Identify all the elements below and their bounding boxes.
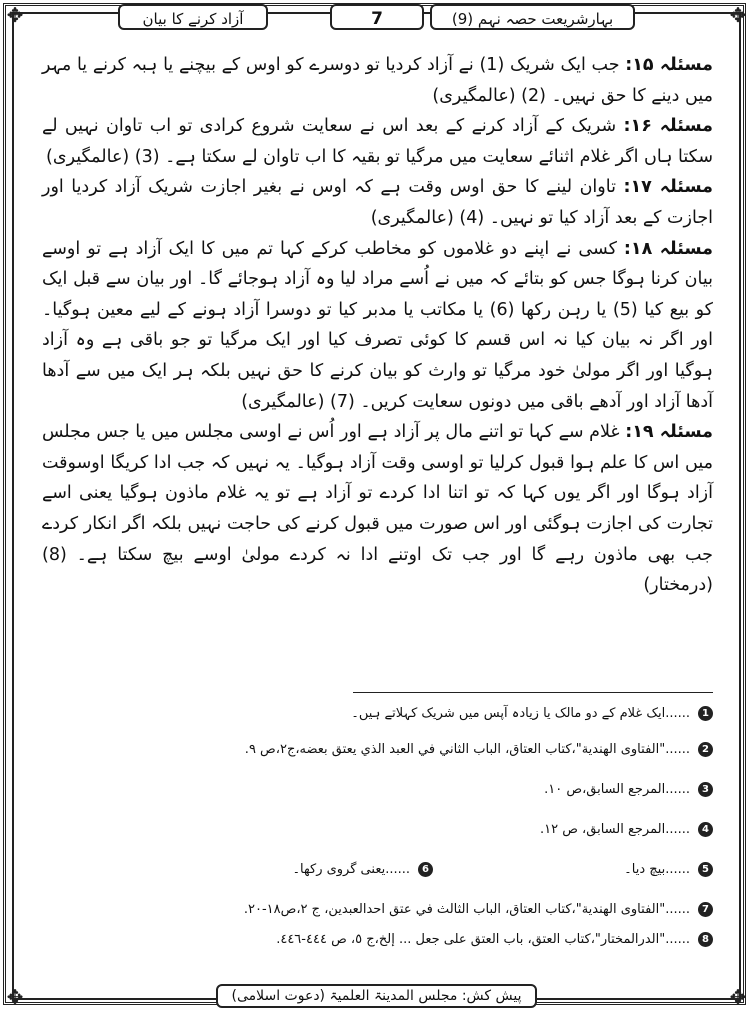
footnote: 3 ......المرجع السابق،ص ١٠.: [544, 782, 713, 797]
footnote: 5 ......بیچ دیا۔: [624, 862, 713, 877]
masala-19: مسئلہ ۱۹: غلام سے کہا تو اتنے مال پر آزاد ہے اور اُس نے اوسی مجلس میں یا جس مجلس میں اس کا علم ہوا قبول کرلیا تو اوسی وقت آزاد ہوگیا۔ یہ نہیں کہ جب ادا کریگا اوسوقت آزاد ہوگا اور اگر یوں کہا کہ تو اتنا ادا کردے تو آزاد ہے تو یہ غلام ماذون ہوگیا یعنی اسے تجارت کی اجازت ہوگئی اور اس صورت میں قبول کرنے کی حاجت نہیں بلکہ اگر انکار کردے جب بھی ماذون رہے گا اور جب تک اوتنے ادا نہ کردے مولیٰ اوسے بیچ سکتا ہے۔ (8) (درمختار): [42, 422, 713, 596]
masala-16: مسئلہ ۱۶: شریک کے آزاد کرنے کے بعد اس نے سعایت شروع کرادی تو اب تاوان نہیں لے سکتا ہاں اگر غلام اثنائے سعایت میں مرگیا تو بقیہ کا اب تاوان لے سکتا ہے۔ (3) (عالمگیری): [42, 116, 713, 167]
masala-17: مسئلہ ۱۷: تاوان لینے کا حق اوس وقت ہے کہ اوس نے بغیر اجازت شریک آزاد کردیا اور اجازت کے بعد آزاد کیا تو نہیں۔ (4) (عالمگیری): [42, 177, 713, 228]
corner-ornament-icon: ✥: [6, 3, 24, 27]
page-header: [118, 2, 635, 32]
corner-ornament-icon: ✥: [6, 985, 24, 1009]
masala-15: مسئلہ ۱۵: جب ایک شریک (1) نے آزاد کردیا تو دوسرے کو اوس کے بیچنے یا ہبہ کرنے یا مہر میں دینے کا حق نہیں۔ (2) (عالمگیری): [42, 55, 713, 106]
footnote: 1 ......ایک غلام کے دو مالک یا زیادہ آپس میں شریک کہلاتے ہیں۔: [351, 706, 713, 721]
book-title: بہارِشریعت حصہ نہم (9): [430, 4, 635, 30]
corner-ornament-icon: ✥: [729, 3, 747, 27]
footnote: 4 ......المرجع السابق، ص ١٢.: [540, 822, 713, 837]
footnote: 6 ......یعنی گروی رکھا۔: [292, 862, 433, 877]
footnote: 8 ......"الدرالمختار"،كتاب العتق، باب العتق على جعل ... إلخ،ج ٥، ص ٤٤٤-٤٤٦.: [276, 932, 713, 947]
corner-ornament-icon: ✥: [729, 985, 747, 1009]
page-number: 7: [330, 4, 424, 30]
footnote-separator: [353, 692, 713, 693]
page-footer: [0, 984, 753, 1008]
chapter-title: آزاد کرنے کا بیان: [118, 4, 268, 30]
masala-18: مسئلہ ۱۸: کسی نے اپنے دو غلاموں کو مخاطب کرکے کہا تم میں کا ایک آزاد ہے تو اوسے بیان کرنا ہوگا جس کو بتائے کہ میں نے اُسے مراد لیا وہ آزاد ہوجائے گا۔ اور بیان سے قبل ایک کو بیع کیا (5) یا رہن رکھا (6) یا مکاتب یا مدبر کیا تو دوسرا آزاد ہونے کے لیے معین ہوگیا۔ اور اگر نہ بیان کیا نہ اس قسم کا کوئی تصرف کیا اور ایک مرگیا تو جو باقی ہے وہ آزاد ہوگیا اور اگر مولیٰ خود مرگیا تو وارث کو بیان کرنے کا حق نہیں بلکہ ہر ایک میں سے آدھا آدھا آزاد اور آدھے باقی میں دونوں سعایت کریں۔ (7) (عالمگیری): [42, 238, 714, 412]
footnote: 7 ......"الفتاوى الهندية"،كتاب العتاق، الباب الثالث في عتق احدالعبدين، ج ٢،ص١٨-٢٠.: [244, 902, 713, 917]
publisher-credit: پیش کش: مجلس المدینۃ العلمیۃ (دعوت اسلامی): [216, 984, 538, 1008]
main-text: [42, 50, 713, 601]
footnote: 2 ......"الفتاوی الهندية"،كتاب العتاق، الباب الثاني في العبد الذي يعتق بعضه،ج٢،ص ٩.: [245, 742, 713, 757]
footnotes: [42, 692, 713, 962]
